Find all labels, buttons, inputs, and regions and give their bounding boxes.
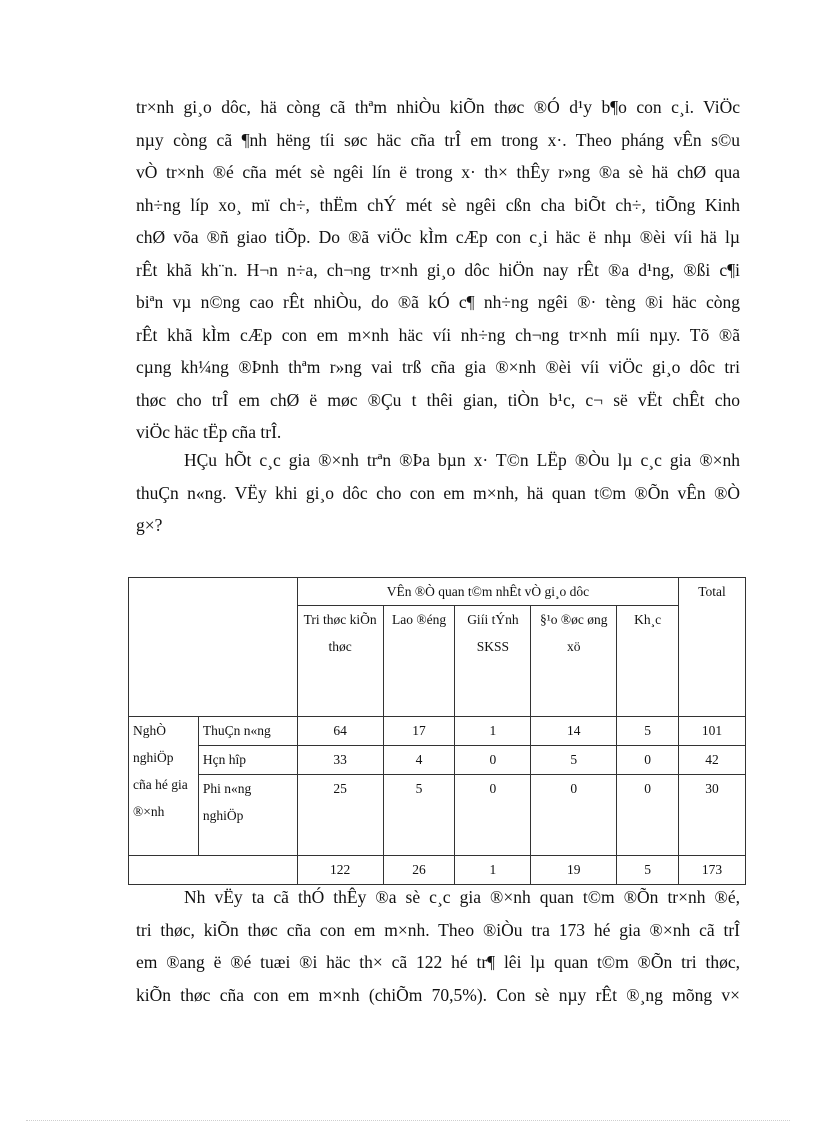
paragraph-question: [136, 444, 740, 542]
table-cell: 0: [617, 746, 679, 775]
table-total-header: Total: [679, 578, 746, 717]
table-cell: 122: [297, 856, 383, 885]
table-cell: 33: [297, 746, 383, 775]
table-cell: 5: [617, 856, 679, 885]
table-cell-total: 173: [679, 856, 746, 885]
column-header: Kh¸c: [617, 606, 679, 717]
table-cell: 0: [617, 775, 679, 856]
column-header: Giíi tÝnh SKSS: [455, 606, 531, 717]
table-row: [129, 775, 746, 856]
table-cell: 64: [297, 717, 383, 746]
table-cell: 1: [455, 856, 531, 885]
row-group-label: NghÒ nghiÖp cña hé gia ®×nh: [129, 717, 199, 856]
paragraph-conclusion: [136, 881, 740, 1011]
table-cell: 5: [617, 717, 679, 746]
table-cell-total: 42: [679, 746, 746, 775]
table-row: [129, 717, 746, 746]
text-line: nh÷ng líp xo¸ mï ch÷, thËm chÝ mét sè ngêi cßn cha biÕt ch÷, tiÕng Kinh: [136, 194, 740, 215]
table-cell: 19: [531, 856, 617, 885]
text-line: thøc cho trÎ em chØ ë møc ®Çu t thêi gian, tiÒn b¹c, c¬ së vËt chÊt cho: [136, 389, 740, 410]
text-line: tr×nh gi¸o dôc, hä còng cã thªm nhiÒu kiÕn thøc ®Ó d¹y b¶o con c¸i. ViÖc: [136, 97, 740, 117]
text-line: rÊt khã kh¨n. H¬n n÷a, ch¬ng tr×nh gi¸o dôc hiÖn nay rÊt ®a d¹ng, ®ßi c¶i: [136, 259, 740, 280]
table-cell: 0: [531, 775, 617, 856]
table-cell: 5: [531, 746, 617, 775]
table-cell: 25: [297, 775, 383, 856]
table-cell: 5: [383, 775, 455, 856]
table-row: [129, 746, 746, 775]
table-cell: 14: [531, 717, 617, 746]
table-header-row: [129, 578, 746, 606]
text-line: thuÇn n«ng. VËy khi gi¸o dôc cho con em m×nh, hä quan t©m ®Õn vÊn ®Ò: [136, 482, 740, 503]
text-line: viÖc häc tËp cña trÎ.: [136, 422, 282, 442]
row-label: ThuÇn n«ng: [198, 717, 297, 746]
table-cell: 0: [455, 746, 531, 775]
column-header: Lao ®éng: [383, 606, 455, 717]
text-line: vÒ tr×nh ®é cña mét sè ngêi lín ë trong x· th× thÊy r»ng ®a sè hä chØ qua: [136, 162, 740, 182]
column-header: Tri thøc kiÕn thøc: [297, 606, 383, 717]
table-cell: 4: [383, 746, 455, 775]
table-cell: 0: [455, 775, 531, 856]
text-line: em ®ang ë ®é tuæi ®i häc th× cã 122 hé tr¶ lêi lµ quan t©m ®Õn tri thøc,: [136, 952, 740, 972]
table-cell: 26: [383, 856, 455, 885]
table-cell-total: 30: [679, 775, 746, 856]
text-line: rÊt khã kÌm cÆp con em m×nh häc víi nh÷ng ch¬ng tr×nh míi nµy. Tõ ®ã: [136, 324, 740, 345]
text-line: cµng kh¼ng ®Þnh thªm r»ng vai trß cña gia ®×nh ®èi víi viÖc gi¸o dôc tri: [136, 357, 740, 377]
text-line: g×?: [136, 515, 163, 535]
row-label: Hçn hîp: [198, 746, 297, 775]
paragraph-education-context: [136, 91, 740, 449]
table-cell: 1: [455, 717, 531, 746]
column-header: §¹o ®øc øng xö: [531, 606, 617, 717]
row-label: Phi n«ng nghiÖp: [198, 775, 297, 856]
table-cell: 17: [383, 717, 455, 746]
text-line: Nh vËy ta cã thÓ thÊy ®a sè c¸c gia ®×nh quan t©m ®Õn tr×nh ®é,: [184, 887, 740, 907]
text-line: chØ võa ®ñ giao tiÕp. Do ®ã viÖc kÌm cÆp con c¸i häc ë nhµ ®èi víi hä lµ: [136, 227, 740, 247]
education-concern-table: [128, 577, 746, 885]
table-group-header: VÊn ®Ò quan t©m nhÊt vÒ gi¸o dôc: [297, 578, 678, 606]
table-corner-cell: [129, 578, 298, 717]
text-line: kiÕn thøc cña con em m×nh (chiÕm 70,5%). Con sè nµy rÊt ®¸ng mõng v×: [136, 984, 740, 1005]
text-line: HÇu hÕt c¸c gia ®×nh trªn ®Þa bµn x· T©n LËp ®Òu lµ c¸c gia ®×nh: [184, 450, 740, 470]
text-line: biªn vµ n©ng cao rÊt nhiÒu, do ®ã kÓ c¶ nh÷ng ngêi ®· tèng ®i häc còng: [136, 292, 740, 312]
text-line: tri thøc, kiÕn thøc cña con em m×nh. Theo ®iÒu tra 173 hé gia ®×nh cã trÎ: [136, 919, 740, 940]
text-line: nµy còng cã ¶nh hëng tíi søc häc cña trÎ em trong x·. Theo pháng vÊn s©u: [136, 129, 740, 150]
table-cell-total: 101: [679, 717, 746, 746]
page-bottom-divider: [26, 1120, 790, 1121]
